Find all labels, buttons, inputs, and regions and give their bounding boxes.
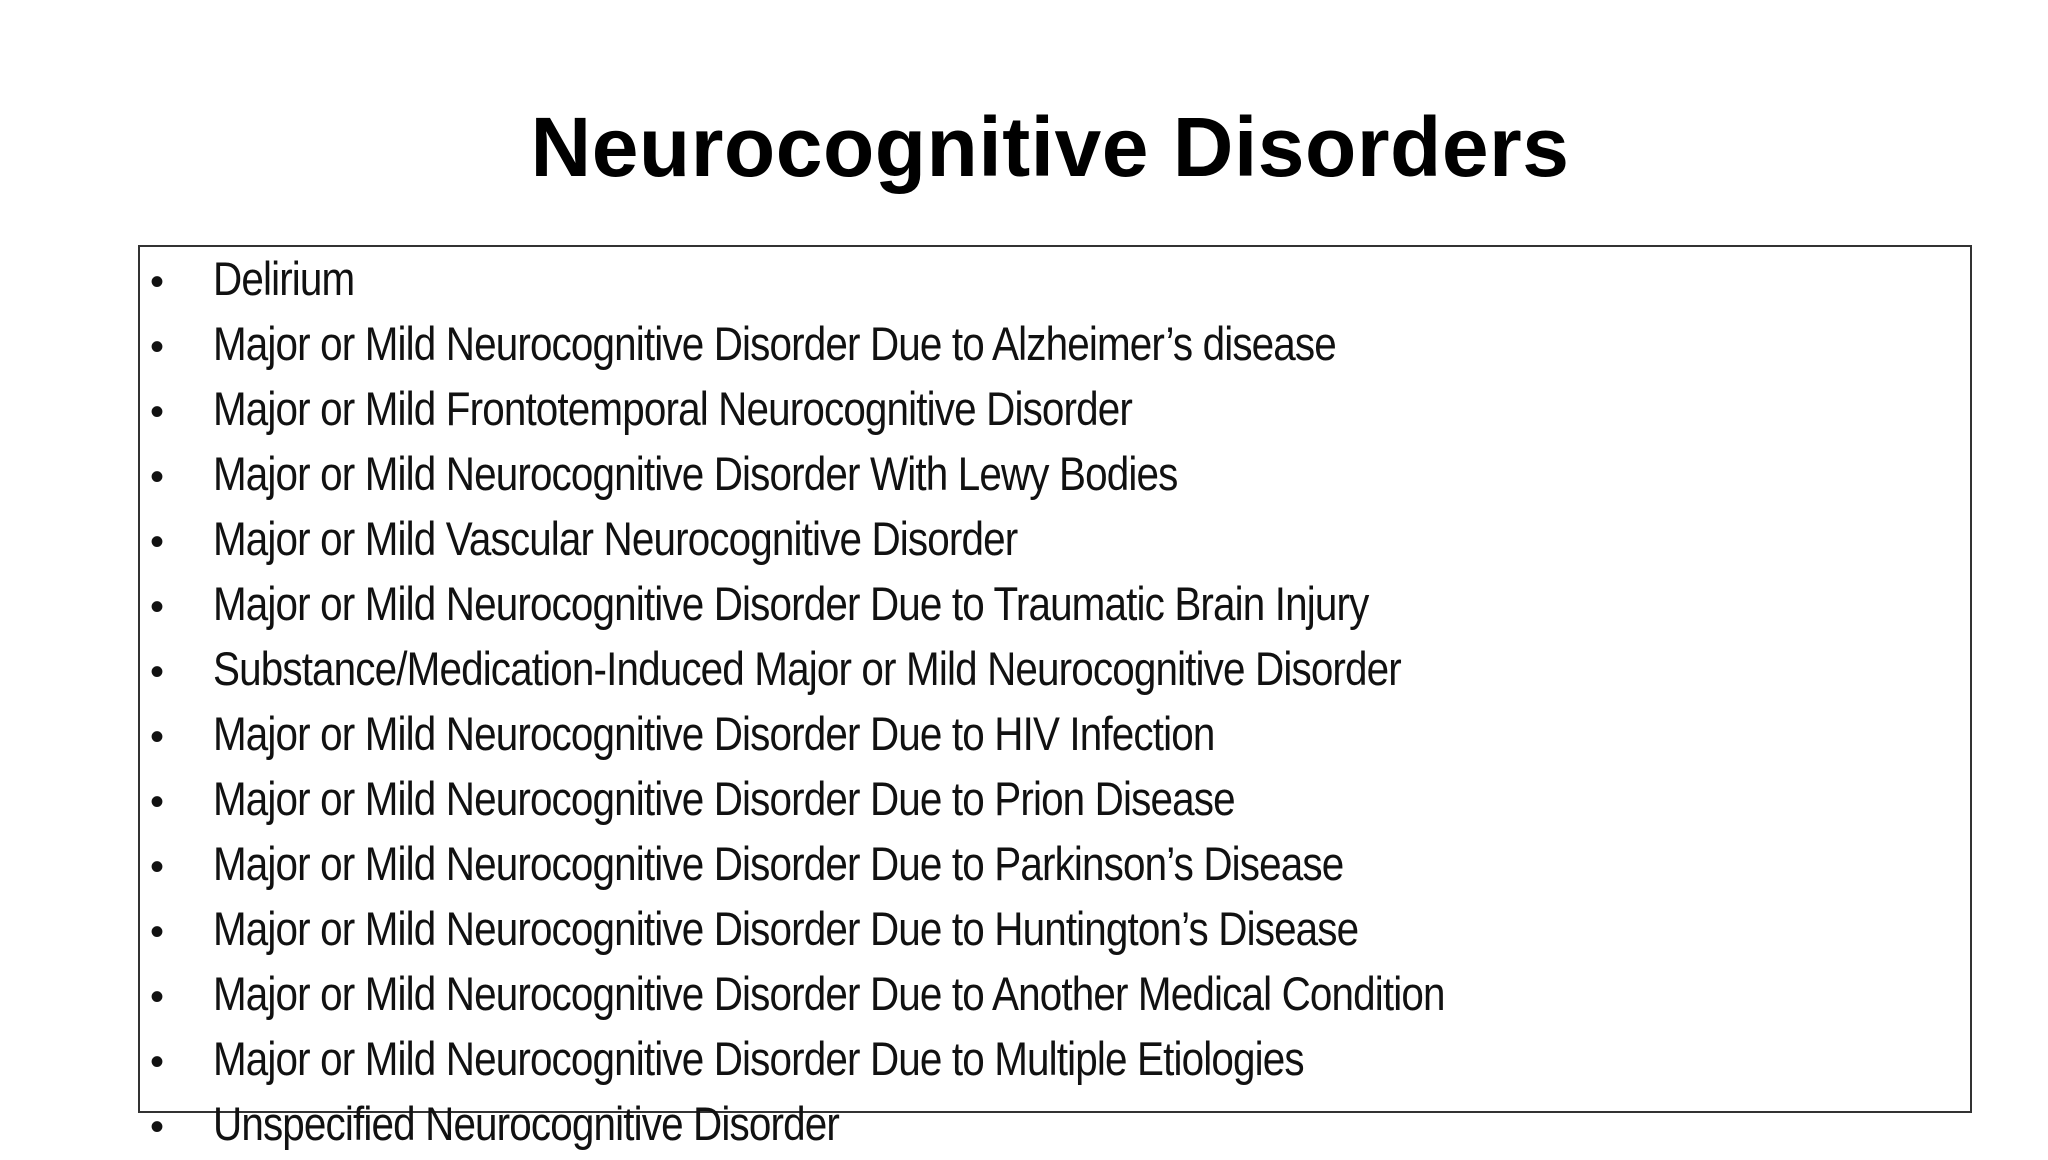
list-item [150,961,1645,1026]
list-item-text: Substance/Medication-Induced Major or Mild Neurocognitive Disorder [213,642,1401,695]
list-item-text: Major or Mild Frontotemporal Neurocognitive Disorder [213,382,1132,435]
bullet-icon: • [150,390,165,434]
bullet-icon: • [150,455,165,499]
list-item [150,246,1645,311]
bullet-icon: • [150,975,165,1019]
list-item-text: Delirium [213,252,355,305]
list-item [150,701,1645,766]
bullet-icon: • [150,910,165,954]
list-item-text: Major or Mild Neurocognitive Disorder Due to Another Medical Condition [213,967,1445,1020]
list-item [150,766,1645,831]
bullet-icon: • [150,325,165,369]
list-item-text: Major or Mild Neurocognitive Disorder Due to Multiple Etiologies [213,1032,1304,1085]
bullet-list [150,246,1645,1156]
list-item [150,506,1645,571]
list-item-text: Major or Mild Neurocognitive Disorder Due to Prion Disease [213,772,1235,825]
list-item [150,571,1645,636]
bullet-icon: • [150,1105,165,1149]
bullet-icon: • [150,650,165,694]
list-item-text: Major or Mild Neurocognitive Disorder With Lewy Bodies [213,447,1178,500]
list-item-text: Major or Mild Neurocognitive Disorder Due to Traumatic Brain Injury [213,577,1369,630]
list-item-text: Major or Mild Neurocognitive Disorder Due to Parkinson’s Disease [213,837,1344,890]
list-item [150,311,1645,376]
list-item-text: Unspecified Neurocognitive Disorder [213,1097,839,1150]
bullet-icon: • [150,780,165,824]
bullet-icon: • [150,845,165,889]
list-item-text: Major or Mild Neurocognitive Disorder Due to Huntington’s Disease [213,902,1359,955]
list-item-text: Major or Mild Neurocognitive Disorder Due to Alzheimer’s disease [213,317,1336,370]
list-item-text: Major or Mild Neurocognitive Disorder Due to HIV Infection [213,707,1215,760]
list-item-text: Major or Mild Vascular Neurocognitive Disorder [213,512,1018,565]
list-item [150,831,1645,896]
list-item [150,376,1645,441]
bullet-icon: • [150,585,165,629]
bullet-icon: • [150,715,165,759]
list-item [150,636,1645,701]
bullet-icon: • [150,1040,165,1084]
list-item [150,441,1645,506]
bullet-icon: • [150,520,165,564]
list-item [150,896,1645,961]
list-item [150,1026,1645,1091]
list-item [150,1091,1645,1156]
bullet-icon: • [150,260,165,304]
slide-title: Neurocognitive Disorders [530,100,1570,194]
